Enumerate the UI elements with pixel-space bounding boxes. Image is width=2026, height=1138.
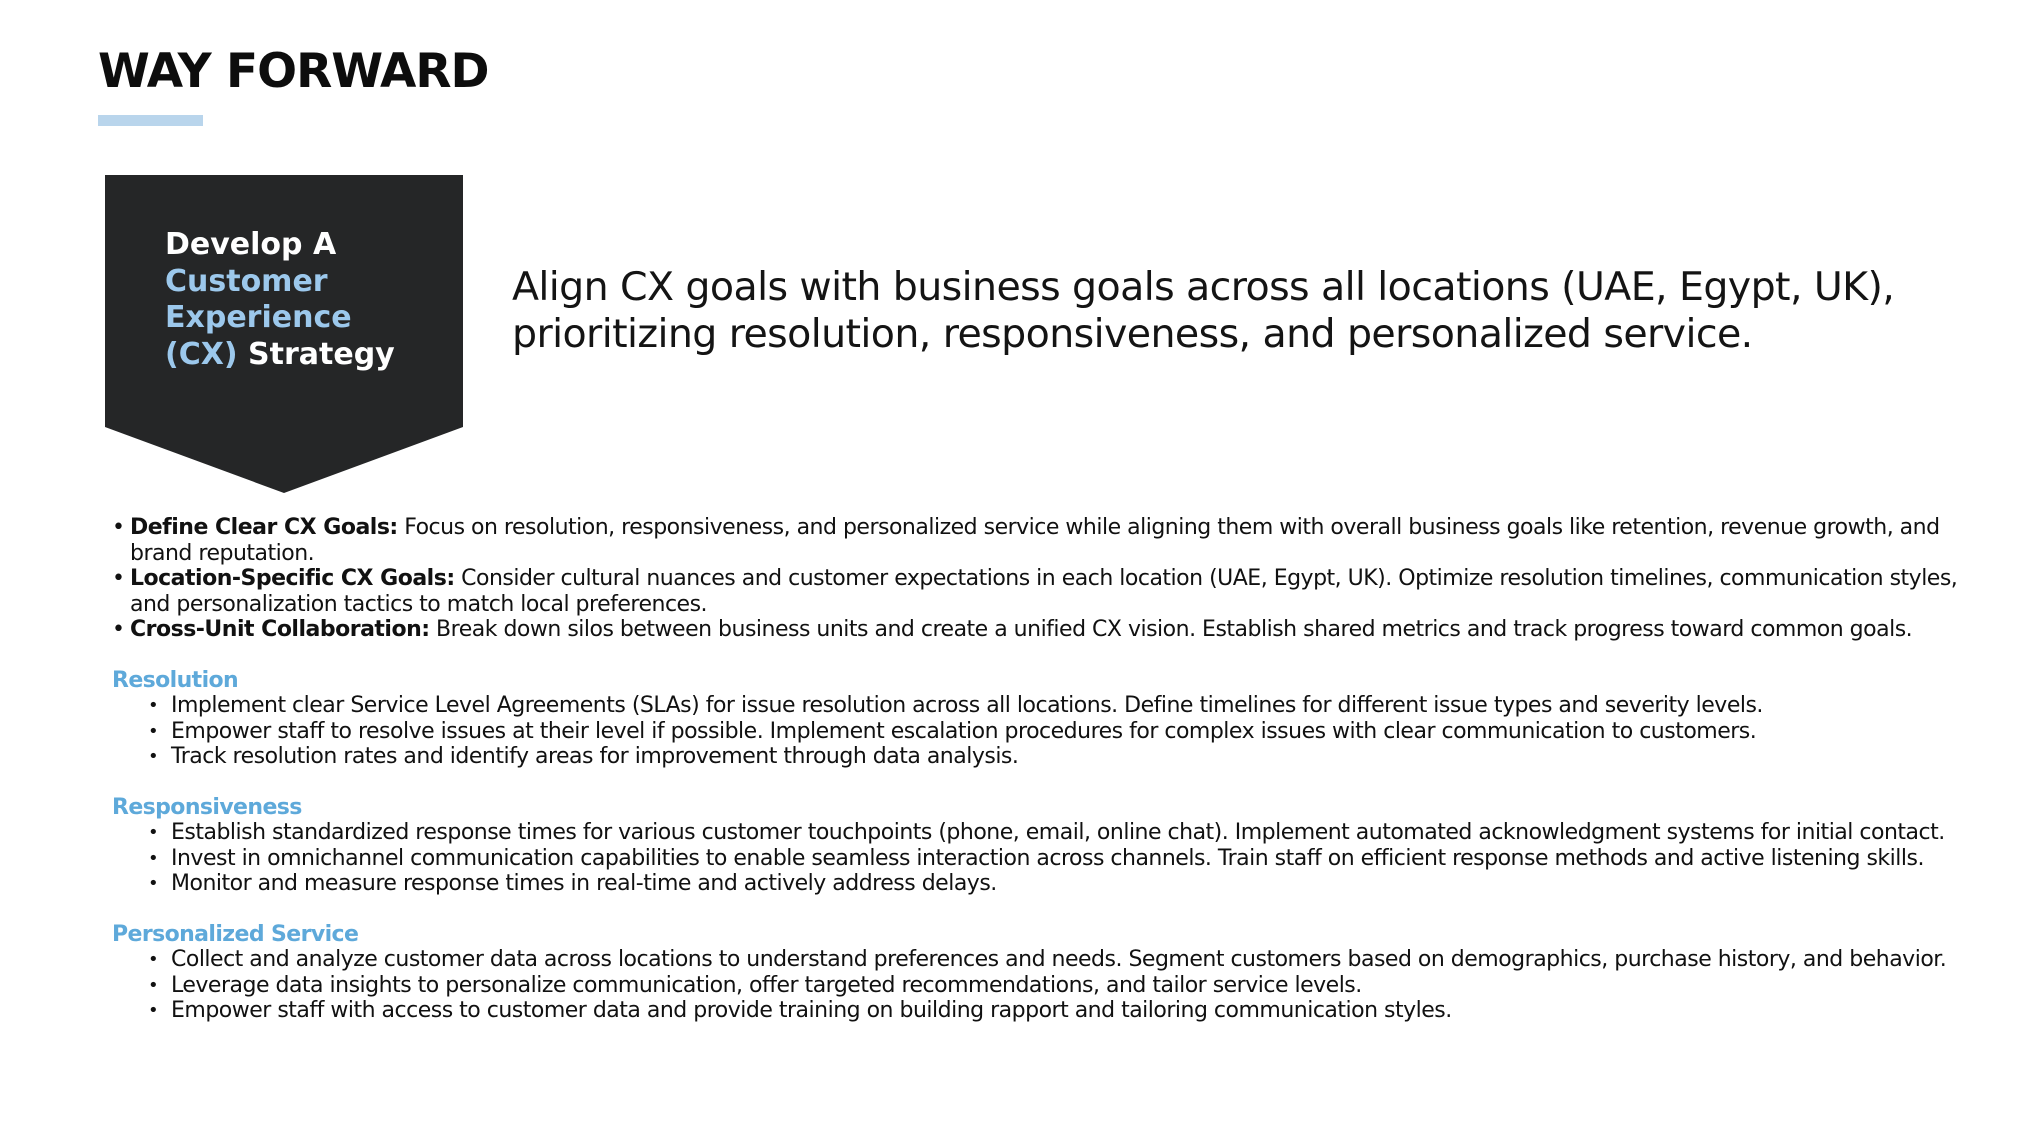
personalized-service-list — [148, 947, 1992, 1024]
title-underline — [98, 115, 203, 126]
list-item: • Implement clear Service Level Agreements (SLAs) for issue resolution across all locations. Define timelines for different issue types and severity levels. — [148, 693, 1992, 719]
strategy-chevron-banner — [105, 175, 463, 493]
chevron-strategy-word: Strategy — [237, 336, 395, 372]
goal-label: Location-Specific CX Goals: — [130, 566, 455, 591]
chevron-line-3: Experience — [165, 300, 352, 335]
list-item: • Collect and analyze customer data across locations to understand preferences and needs. Segment customers based on demographics, purchase history, and behavior. — [148, 947, 1992, 973]
list-item: • Invest in omnichannel communication capabilities to enable seamless interaction across channels. Train staff on efficient response methods and active listening skills. — [148, 846, 1992, 872]
goal-item-clear-goals — [112, 515, 1992, 566]
chevron-line-2: Customer — [165, 263, 328, 299]
goal-item-location-specific — [112, 566, 1992, 617]
goal-text: Break down silos between business units and create a unified CX vision. Establish shared metrics and track progress toward common goals. — [429, 617, 1913, 642]
section-heading-personalized-service: Personalized Service — [112, 921, 359, 947]
page-title: WAY FORWARD — [98, 44, 489, 99]
section-heading-responsiveness: Responsiveness — [112, 794, 302, 820]
chevron-line-1: Develop A — [165, 227, 337, 262]
list-item: • Monitor and measure response times in real-time and actively address delays. — [148, 871, 1992, 897]
section-heading-resolution: Resolution — [112, 667, 239, 693]
list-item: • Leverage data insights to personalize communication, offer targeted recommendations, and tailor service levels. — [148, 973, 1992, 999]
goal-item-collaboration — [112, 617, 1992, 643]
goals-list — [112, 515, 1992, 643]
list-item: • Establish standardized response times for various customer touchpoints (phone, email, online chat). Implement automated acknowledgment systems for initial contact. — [148, 820, 1992, 846]
resolution-list — [148, 693, 1992, 770]
chevron-cx-accent: (CX) — [165, 336, 238, 372]
goal-label: Cross-Unit Collaboration: — [130, 617, 430, 642]
chevron-line-4 — [165, 337, 435, 374]
goal-text: Consider cultural nuances and customer expectations in each location (UAE, Egypt, UK). Optimize resolution timelines, communication styles, and personalization tactics to match local preferences. — [130, 566, 1958, 617]
goal-label: Define Clear CX Goals: — [130, 515, 398, 540]
lead-statement: Align CX goals with business goals across all locations (UAE, Egypt, UK), prioritizing resolution, responsiveness, and personalized service. — [512, 264, 1895, 357]
goal-text: Focus on resolution, responsiveness, and personalized service while aligning them with overall business goals like retention, revenue growth, and brand reputation. — [130, 515, 1940, 566]
responsiveness-list — [148, 820, 1992, 897]
list-item: • Empower staff with access to customer data and provide training on building rapport and tailoring communication styles. — [148, 998, 1992, 1024]
chevron-heading — [165, 227, 435, 373]
list-item: • Empower staff to resolve issues at their level if possible. Implement escalation procedures for complex issues with clear communication to customers. — [148, 719, 1992, 745]
list-item: • Track resolution rates and identify areas for improvement through data analysis. — [148, 744, 1992, 770]
strategy-details — [112, 515, 1992, 1024]
